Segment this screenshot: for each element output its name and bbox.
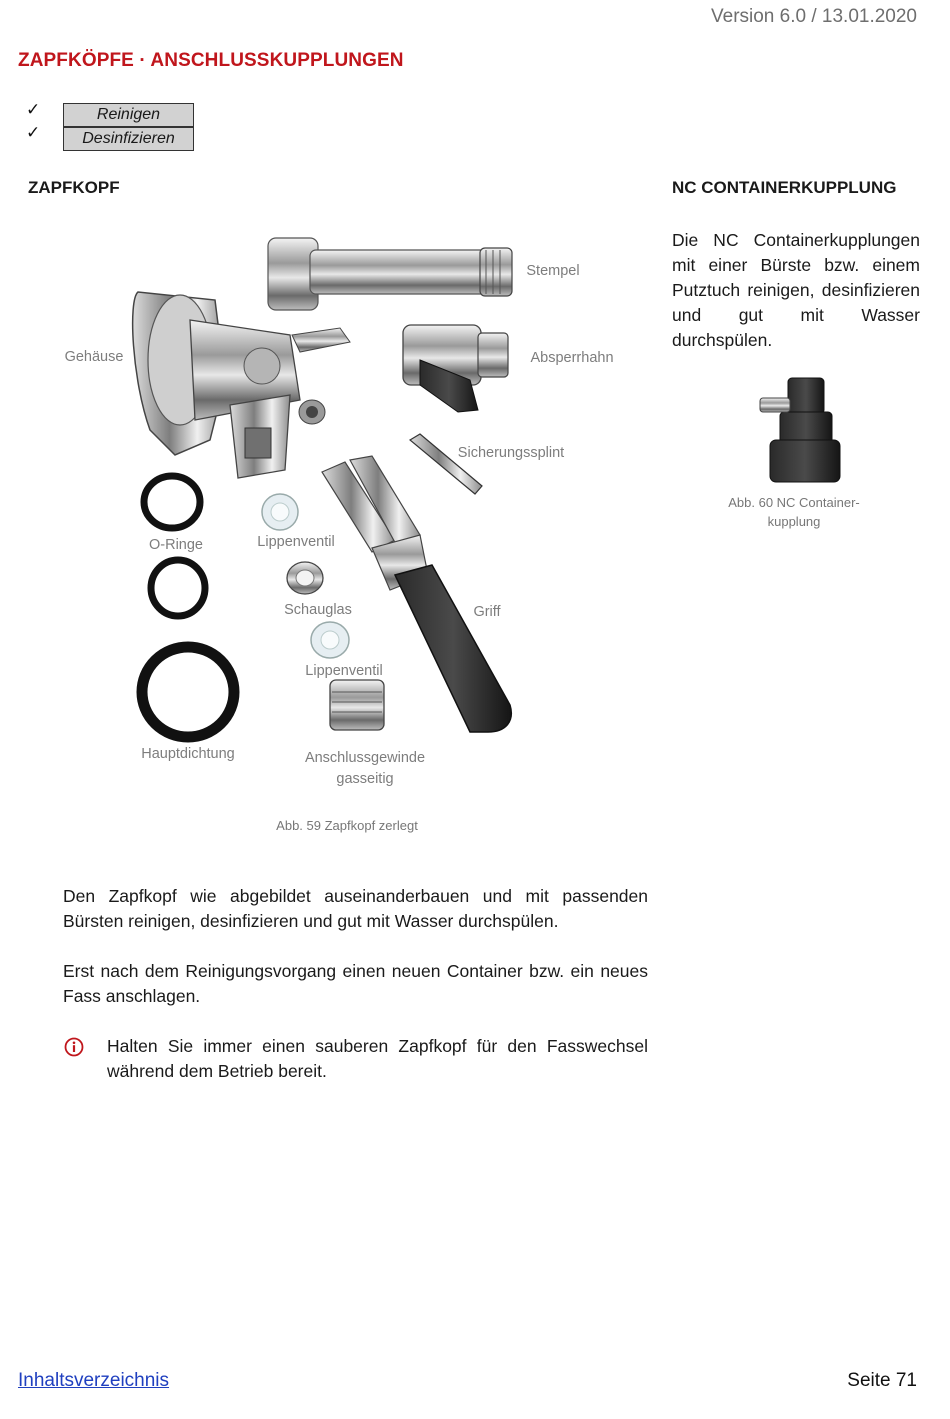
paragraph-disassemble: Den Zapfkopf wie abgebildet auseinanderbauen und mit passenden Bürsten reinigen, desinfizieren und gut mit Wasser durchspülen. (63, 886, 648, 931)
page-title: ZAPFKÖPFE · ANSCHLUSSKUPPLUNGEN (18, 50, 404, 71)
nc-coupling-part (760, 378, 840, 482)
label-gehaeuse: Gehäuse (64, 349, 124, 365)
check-icon: ✓ (26, 100, 41, 119)
label-schauglas: Schauglas (284, 602, 352, 618)
lippenventil-part (262, 494, 298, 530)
section-heading-nc: NC CONTAINERKUPPLUNG (672, 178, 897, 197)
info-icon (64, 1037, 84, 1057)
version-label: Version 6.0 / 13.01.2020 (711, 6, 917, 27)
absperrhahn-part (403, 325, 508, 412)
label-stempel: Stempel (526, 263, 580, 279)
toc-link[interactable]: Inhaltsverzeichnis (18, 1370, 170, 1391)
nc-description: Die NC Containerkupplungen mit einer Bürste bzw. einem Putztuch reinigen, desinfizieren und gut mit Wasser durchspülen. (672, 230, 920, 350)
label-gasseitig: gasseitig (336, 771, 394, 787)
label-lippenventil: Lippenventil (257, 534, 335, 550)
tag-desinfizieren: Desinfizieren (63, 127, 194, 151)
hauptdichtung-part (142, 647, 234, 737)
page-number: Seite 71 (847, 1370, 917, 1391)
label-lippenventil-2: Lippenventil (305, 663, 383, 679)
label-o-ringe: O-Ringe (149, 537, 203, 553)
figure-caption-60-line1: Abb. 60 NC Container- (728, 495, 860, 510)
figure-caption-59: Abb. 59 Zapfkopf zerlegt (276, 818, 418, 833)
label-hauptdichtung: Hauptdichtung (141, 746, 235, 762)
gehaeuse-part (133, 292, 350, 478)
label-griff: Griff (473, 604, 501, 620)
stempel-part (268, 238, 512, 310)
label-absperrhahn: Absperrhahn (530, 350, 614, 366)
paragraph-reconnect: Erst nach dem Reinigungsvorgang einen neuen Container bzw. ein neues Fass anschlagen. (63, 961, 648, 1006)
label-sicherungssplint: Sicherungssplint (457, 445, 565, 461)
note-text: Halten Sie immer einen sauberen Zapfkopf für den Fasswechsel während dem Betrieb bereit. (107, 1036, 648, 1081)
anschlussgewinde-part (330, 680, 384, 730)
label-anschlussgewinde: Anschlussgewinde (304, 750, 426, 766)
section-heading-zapfkopf: ZAPFKOPF (28, 178, 120, 197)
check-icon: ✓ (26, 123, 41, 142)
lippenventil-part-2 (311, 622, 349, 658)
schauglas-part (287, 562, 323, 594)
figure-caption-60-line2: kupplung (767, 514, 821, 529)
tag-reinigen: Reinigen (63, 103, 194, 127)
